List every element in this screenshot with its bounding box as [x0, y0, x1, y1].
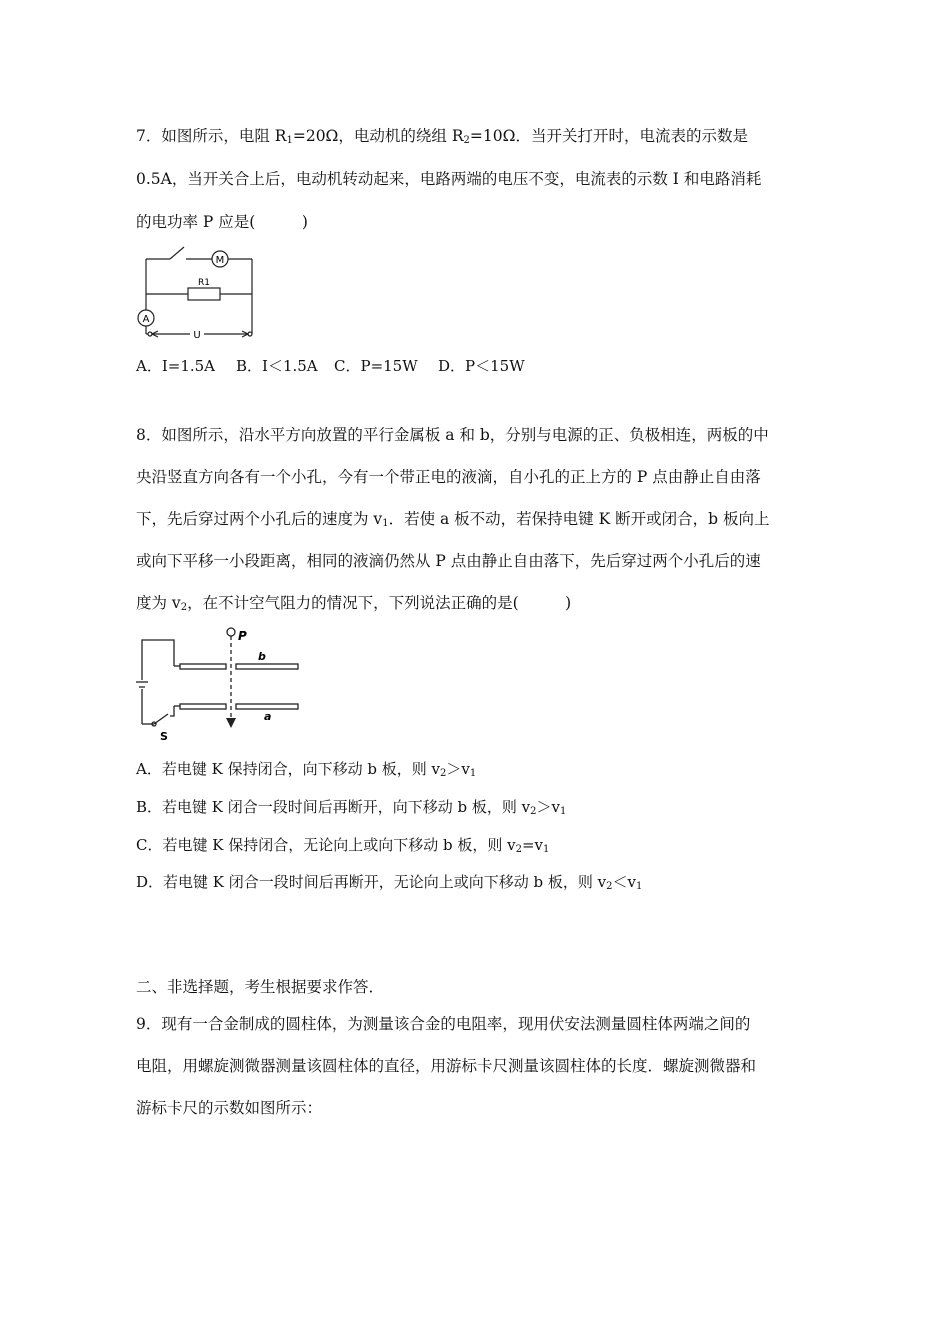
q9-line-1: 9．现有一合金制成的圆柱体，为测量该合金的电阻率，现用伏安法测量圆柱体两端之间的: [136, 1015, 751, 1033]
q8-option-b: B．若电键 K 闭合一段时间后再断开，向下移动 b 板，则 $v_2>v_1$: [136, 798, 567, 817]
motor-label: M: [215, 255, 225, 266]
q7-line-2: 0.5A，当开关合上后，电动机转动起来，电路两端的电压不变，电流表的示数 I 和电路消耗: [136, 170, 762, 188]
q8-line-2: 央沿竖直方向各有一个小孔，今有一个带正电的液滴，自小孔的正上方的 P 点由静止自由落: [136, 468, 761, 486]
q7-line-3: 的电功率 P 应是( ): [136, 213, 308, 231]
switch-label: S: [160, 730, 168, 743]
q9-line-3: 游标卡尺的示数如图所示：: [136, 1099, 323, 1117]
q8-line-1: 8．如图所示，沿水平方向放置的平行金属板 a 和 b，分别与电源的正、负极相连，两板的中: [136, 426, 769, 444]
drop-arrow-icon: [226, 718, 236, 728]
q8-line-4: 或向下平移一小段距离，相同的液滴仍然从 P 点由静止自由落下，先后穿过两个小孔后的速: [136, 552, 761, 570]
q8-line-3: 下，先后穿过两个小孔后的速度为 $v_1$．若使 a 板不动，若保持电键 K 断开或闭合，b 板向上: [136, 510, 770, 529]
q8-option-d: D．若电键 K 闭合一段时间后再断开，无论向上或向下移动 b 板，则 $v_2<v_1$: [136, 873, 643, 892]
q9-line-2: 电阻，用螺旋测微器测量该圆柱体的直径，用游标卡尺测量该圆柱体的长度．螺旋测微器和: [136, 1057, 757, 1075]
plate-bottom-label: a: [264, 710, 272, 723]
section-2-heading: 二、非选择题，考生根据要求作答．: [136, 978, 385, 996]
ammeter-label: A: [142, 314, 150, 325]
q7-option-a: A．I=1.5A: [136, 357, 216, 375]
q8-option-a: A．若电键 K 保持闭合，向下移动 b 板，则 $v_2>v_1$: [136, 760, 477, 779]
q7-option-b: B．I＜1.5A: [236, 357, 318, 375]
plate-top-label: b: [258, 650, 266, 663]
q7-option-d: D．P＜15W: [438, 357, 525, 375]
q7-circuit-diagram: [134, 238, 264, 348]
q7-line-1: 7．如图所示，电阻 $R_1=20\Omega$，电动机的绕组 $R_2=10\Omega$．当开关打开时，电流表的示数是: [136, 127, 748, 146]
q8-capacitor-diagram: [134, 622, 304, 744]
q8-line-5: 度为 $v_2$，在不计空气阻力的情况下，下列说法正确的是( ): [136, 594, 572, 613]
q7-option-c: C．P=15W: [334, 357, 418, 375]
voltage-label: U: [193, 330, 201, 341]
resistor-label: R1: [198, 278, 210, 288]
q8-option-c: C．若电键 K 保持闭合，无论向上或向下移动 b 板，则 $v_2=v_1$: [136, 836, 550, 855]
point-label: P: [238, 629, 247, 643]
